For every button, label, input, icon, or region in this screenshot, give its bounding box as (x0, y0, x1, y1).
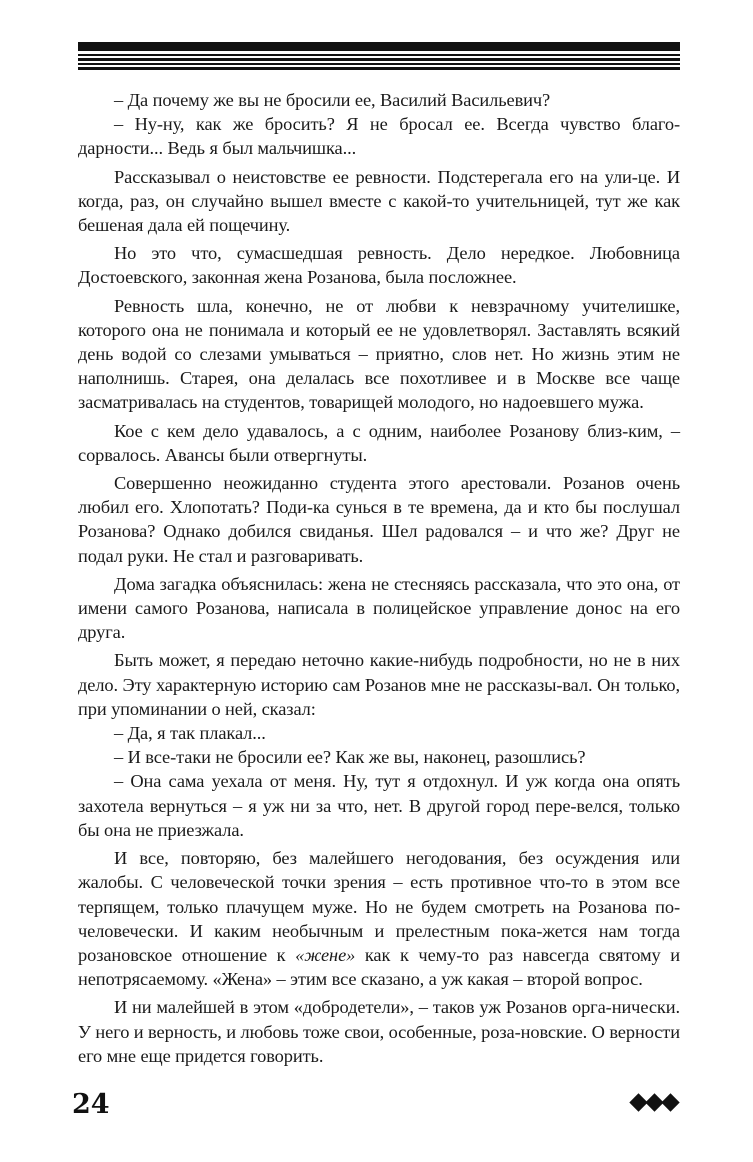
paragraph: – Ну-ну, как же бросить? Я не бросал ее. Всегда чувство благо-дарности... Ведь я был мальчишка... (78, 114, 680, 159)
header-rule-thin-2 (78, 58, 680, 61)
header-rule-thin-3 (78, 63, 680, 65)
paragraph: Дома загадка объяснилась: жена не стесняясь рассказала, что это она, от имени самого Розанова, написала в полицейское управление донос на его друга. (78, 573, 680, 643)
paragraph (78, 846, 680, 991)
page-number: 24 (72, 1089, 110, 1120)
paragraph: Ревность шла, конечно, не от любви к невзрачному учителишке, которого она не понимала и который ее не удовлетворял. Заставлять всякий день водой со слезами умываться – приятно, слов нет. Но жизнь этим не наполнишь. Старея, она делалась все похотливее и в Москве все чаще засматривалась на студентов, товарищей молодого, но надоевшего мужа. (78, 295, 680, 413)
body-text (78, 88, 680, 1068)
paragraph: И ни малейшей в этом «добродетели», – таков уж Розанов орга-нически. У него и верность, и любовь тоже свои, особенные, роза-новские. О верности его мне еще придется говорить. (78, 997, 680, 1066)
paragraph: Быть может, я передаю неточно какие-нибудь подробности, но не в них дело. Эту характерную историю сам Розанов мне не рассказы-вал. Он только, при упоминании о ней, сказал: (78, 650, 680, 719)
paragraph: Кое с кем дело удавалось, а с одним, наиболее Розанову близ-ким, – сорвалось. Авансы были отвергнуты. (78, 420, 680, 465)
paragraph: – Да, я так плакал... (114, 723, 266, 744)
diamond-icon (661, 1093, 679, 1111)
paragraph: – Она сама уехала от меня. Ну, тут я отдохнул. И уж когда она опять захотела вернуться – я уж ни за что, нет. В другой город пере-велся, только бы она не приезжала. (78, 771, 680, 840)
paragraph-tail: как к чему-то раз навсегда святому и непотрясаемому. «Жена» – этим все сказано, а уж какая – второй вопрос. (78, 944, 680, 990)
three-diamonds-icon (632, 1096, 677, 1109)
paragraph-lead: И все, повторяю, без малейшего негодования, без осуждения или жалобы. С человеческой точки зрения – есть противное что-то в этом все терпящем, только плачущем муже. Но не будем смотреть на Розанова по-человечески. И каким необычным и прелестным пока-жется нам тогда розановское отношение к (78, 848, 680, 965)
paragraph: Рассказывал о неистовстве ее ревности. Подстерегала его на ули-це. И когда, раз, он случайно вышел вместе с какой-то учительницей, тут же как бешеная дала ей пощечину. (78, 166, 680, 236)
header-rule-thin-4 (78, 67, 680, 70)
paragraph: Но это что, сумасшедшая ревность. Дело нередкое. Любовница Достоевского, законная жена Розанова, была посложнее. (78, 243, 680, 288)
paragraph: – И все-таки не бросили ее? Как же вы, наконец, разошлись? (114, 747, 586, 768)
header-rule (78, 42, 680, 74)
paragraph: Совершенно неожиданно студента этого арестовали. Розанов очень любил его. Хлопотать? Поди-ка сунься в те времена, да и кто бы послушал Розанова? Однако добился свиданья. Шел радовался – и что же? Друг не подал руки. Не стал и разговаривать. (78, 473, 680, 566)
emphasis-word: «жене» (295, 944, 356, 965)
header-rule-thin-1 (78, 54, 680, 56)
header-rule-thick (78, 42, 680, 51)
paragraph: – Да почему же вы не бросили ее, Василий Васильевич? (114, 90, 551, 110)
